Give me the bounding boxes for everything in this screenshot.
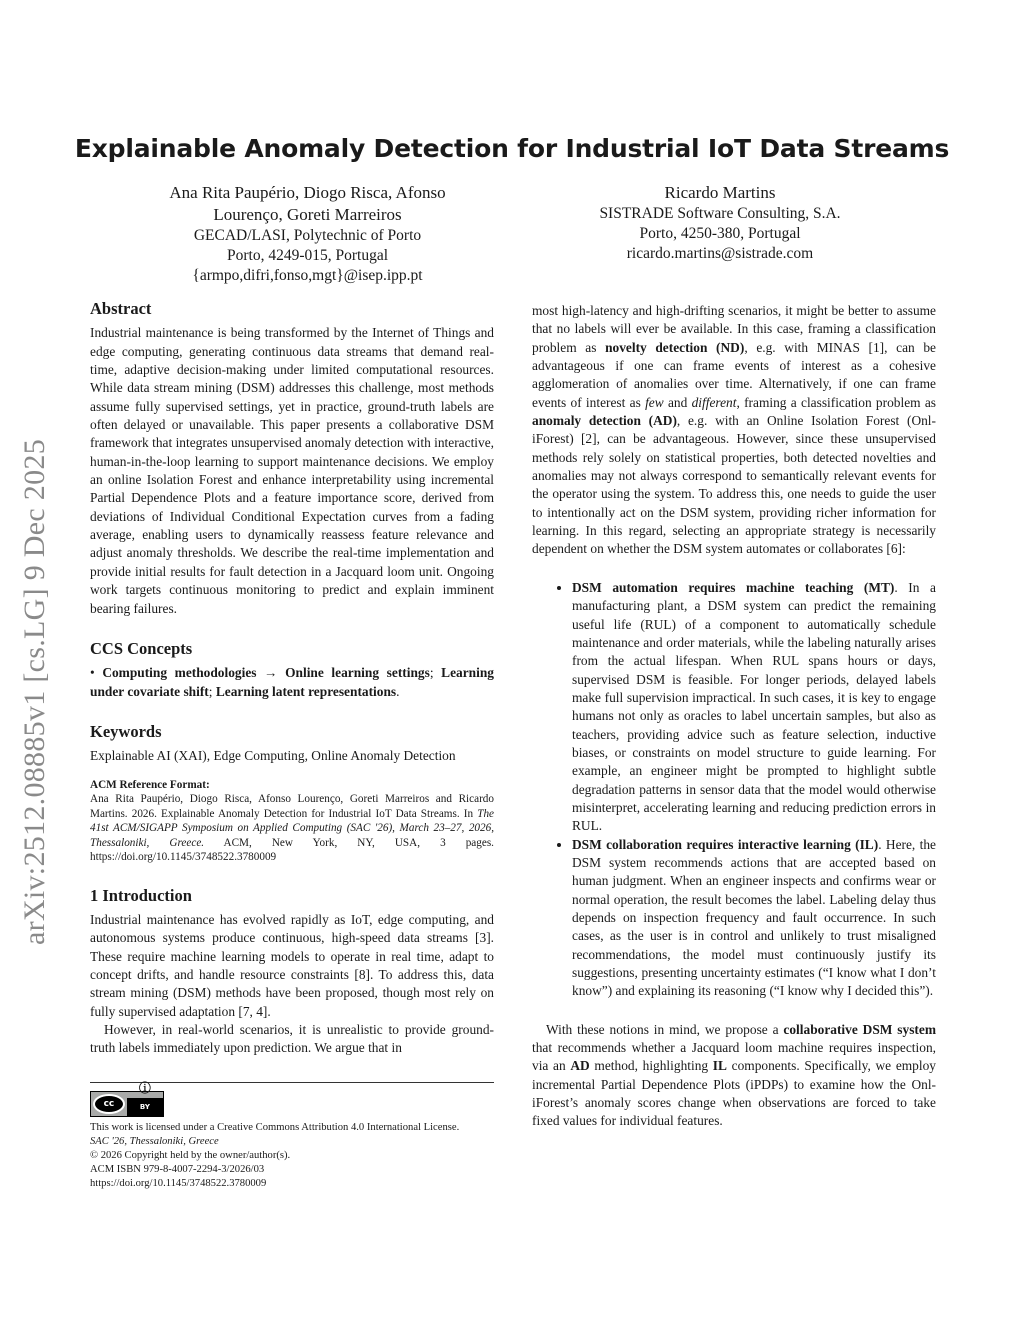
affiliation-line: Porto, 4249-015, Portugal [226,247,389,264]
doi-link[interactable]: https://doi.org/10.1145/3748522.3780009 [90,1178,267,1189]
paragraph [90,911,494,1021]
text-span: components. Specifically, we employ incremental Partial Dependence Plots (iPDPs) to examine how the Onl-iForest’s anomaly scores change when observations are forced to take fixed values for individual features. [532,1058,936,1129]
bold-text: ACM Reference Format: [90,778,210,791]
paragraph [90,778,494,793]
bullet-list [532,579,936,1001]
isbn-text: ACM ISBN 979-8-4007-2294-3/2026/03 [90,1164,265,1175]
text-span: Explainable AI (XAI), Edge Computing, Online Anomaly Detection [90,748,456,764]
paragraph [532,1021,936,1131]
section-heading: Abstract [90,299,152,318]
author-line: Ana Rita Paupério, Diogo Risca, Afonso [169,183,446,202]
bold-text: Learning latent representations [215,683,397,699]
authors-right [560,182,880,264]
section-heading: CCS Concepts [90,638,193,658]
text-span: . In a manufacturing plant, a DSM system can predict the remaining useful life (RUL) of a component to automatically schedule maintenance and order materials, while the labeling naturally arises from the actual lifespan. When RUL spans hours or days, supervised DSM is feasible. For longer periods, delayed labels make full supervision impractical. In such cases, it is key to engage humans not only as oracles to label uncertain samples, but also as teachers, providing advice such as feature selection, inductive biases, or constraints on model structure to guide learning. For example, an engineer might be prompted to highlight subtle degradation patterns in sensor data that the model would otherwise misinterpret, accelerating learning and reducing prediction errors in RUL. [572,579,936,834]
authors-left [130,182,485,286]
conference-text: SAC '26, Thessaloniki, Greece [90,1136,219,1147]
paragraph [90,1021,494,1058]
author-line: Ricardo Martins [664,183,776,202]
text-span: most high-latency and high-drifting scenarios, it might be better to assume that no labels will ever be available. In this case, framing a classification problem as [532,303,936,355]
section-heading: Keywords [90,721,162,741]
bold-text: AD [570,1058,590,1074]
bold-text: Computing methodologies [102,665,257,681]
text-span: • [90,665,103,681]
arxiv-identifier[interactable]: arXiv:2512.08885v1 [cs.LG] 9 Dec 2025 [18,439,51,945]
text-span: However, in real-world scenarios, it is unrealistic to provide ground-truth labels immediately upon prediction. We argue that in [90,1021,494,1056]
text-span: → [256,665,286,681]
list-item [572,579,936,836]
text-span: , e.g. with an Online Isolation Forest (Onl-iForest) [2], can be advantageous. However, since these unsupervised methods rely solely on statistical properties, both detected novelties and anomalies may not always correspond to semantically relevant events for the operator using the system. To address this, one needs to guide the user to intentionally act on the DSM system, providing richer information for learning. In this regard, selecting an appropriate strategy is necessarily dependent on whether the DSM system automates or collaborates [6]: [532,413,936,557]
copyright-text: © 2026 Copyright held by the owner/author(s). [90,1150,291,1161]
italic-text: The 41st ACM/SIGAPP Symposium on Applied Computing (SAC '26), March 23–27, 2026, Thessaloniki, Greece. [90,807,494,849]
author-line: Lourenço, Goreti Marreiros [213,205,402,224]
paragraph [90,664,494,701]
right-column [532,302,936,1131]
text-span: ; [208,683,216,699]
section-heading: 1 Introduction [90,885,192,905]
text-span: ACM, New York, NY, USA, 3 pages. https://doi.org/10.1145/3748522.3780009 [90,836,494,864]
bold-text: novelty detection (ND) [605,339,745,355]
cc-by-license-icon: cc ⓘ BY [90,1091,164,1117]
paragraph [90,747,494,765]
italic-text: different [691,394,737,410]
text-span: Industrial maintenance is being transformed by the Internet of Things and edge computing, generating continuous data streams that demand real-time, adaptive decision-making under limited computational resources. While data stream mining (DSM) addresses this challenge, most methods assume fully supervised settings, yet in practice, ground-truth labels are often delayed or unavailable. This paper presents a collaborative DSM framework that integrates unsupervised anomaly detection with interactive, human-in-the-loop learning to support maintenance decisions. We employ an online Isolation Forest and enhance interpretability using incremental Partial Dependence Plots and a feature importance score, derived from deviations of Individual Conditional Expectation curves from a fading average, enabling users to dynamically reassess feature relevance and adjust anomaly thresholds. We describe the real-time implementation and provide initial results for fault detection in a Jacquard loom unit. Ongoing work targets continuous monitoring to predict and explain imminent bearing failures. [90,325,494,616]
email-line: ricardo.martins@sistrade.com [626,245,814,262]
text-span: Industrial maintenance has evolved rapidly as IoT, edge computing, and autonomous systems produce continuous, high-speed data streams [3]. These require machine learning models to operate in real time, adapt to concept drifts, and handle resource constraints [8]. To address this, data stream mining (DSM) methods have been proposed, though most rely on fully supervised adaptation [7, 4]. [90,911,494,1019]
affiliation-line: GECAD/LASI, Polytechnic of Porto [193,227,422,244]
text-span: Ana Rita Paupério, Diogo Risca, Afonso Lourenço, Goreti Marreiros and Ricardo Martins. 2026. Explainable Anomaly Detection for Industrial IoT Data Streams. In [90,793,494,820]
bold-text: Online learning settings [285,665,430,681]
bold-text: Learning under covariate shift [90,665,494,699]
text-span: ; [429,665,442,681]
italic-text: few [645,394,664,410]
email-line: {armpo,difri,fonso,mgt}@isep.ipp.pt [192,267,423,284]
copyright-footer [90,1070,494,1191]
paragraph [90,324,494,618]
text-span: that recommends whether a Jacquard loom machine requires inspection, via an [532,1040,936,1074]
text-span: , framing a classification problem as [736,394,936,410]
bold-text: IL [712,1058,727,1074]
bold-text: DSM collaboration requires interactive learning (IL) [572,836,879,852]
bold-text: DSM automation requires machine teaching (MT) [572,579,895,595]
list-item [572,836,936,1001]
license-text: This work is licensed under a Creative Commons Attribution 4.0 International License. [90,1122,460,1133]
left-column [90,300,494,1058]
affiliation-line: Porto, 4250-380, Portugal [639,225,801,242]
text-span: and [663,394,692,410]
text-span: . [396,683,400,699]
bold-text: collaborative DSM system [783,1021,936,1037]
paper-title: Explainable Anomaly Detection for Industrial IoT Data Streams [74,134,950,163]
text-span: method, highlighting [589,1058,713,1074]
paragraph [532,302,936,559]
bold-text: anomaly detection (AD) [532,413,677,429]
text-span: With these notions in mind, we propose a [546,1021,784,1037]
paragraph [90,792,494,865]
affiliation-line: SISTRADE Software Consulting, S.A. [599,205,841,222]
text-span: . Here, the DSM system recommends actions that are accepted based on human judgment. When an engineer inspects and confirms wear or normal operation, the result becomes the label. Labeling delay thus depends on inspection frequency and fault occurrence. In such cases, as the user is in control and unlikely to trust misaligned recommendations, the model must continuously justify its suggestions, presenting uncertainty estimates (“I know what I don’t know”) and explaining its reasoning (“I know why I decided this”). [572,836,936,999]
text-span: , e.g. with MINAS [1], can be advantageous if one can frame events of interest as a cohesive agglomeration of anomalies over time. Alternatively, if one can frame events of interest as [532,339,936,410]
